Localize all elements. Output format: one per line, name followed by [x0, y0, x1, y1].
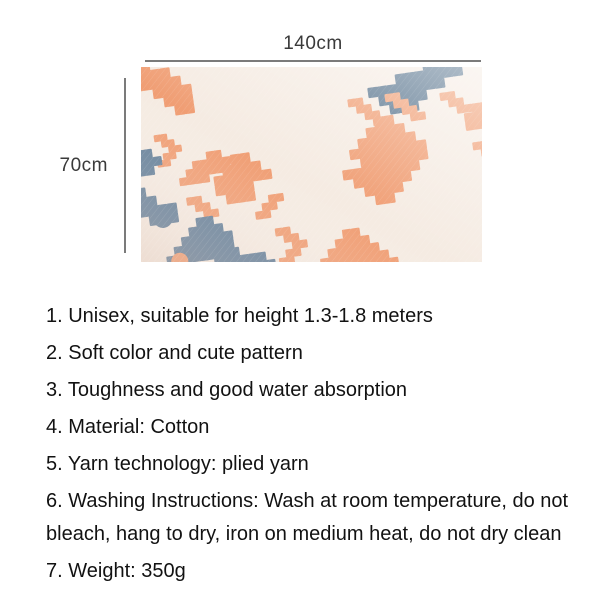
width-dimension-line — [145, 60, 481, 62]
feature-item: 1. Unisex, suitable for height 1.3-1.8 meters — [46, 305, 433, 327]
features-list — [46, 300, 592, 592]
height-dimension-line — [124, 78, 126, 253]
feature-item: 5. Yarn technology: plied yarn — [46, 453, 309, 475]
feature-item: 7. Weight: 350g — [46, 560, 186, 582]
width-dimension-label: 140cm — [283, 33, 343, 54]
feature-item: 4. Material: Cotton — [46, 416, 210, 438]
height-dimension-label: 70cm — [59, 155, 108, 176]
towel-photo — [141, 67, 482, 262]
feature-item: 2. Soft color and cute pattern — [46, 342, 303, 364]
feature-item: 3. Toughness and good water absorption — [46, 379, 408, 401]
feature-item: 6. Washing Instructions: Wash at room temperature, do not bleach, hang to dry, iron on medium heat, do not dry clean — [46, 490, 569, 545]
